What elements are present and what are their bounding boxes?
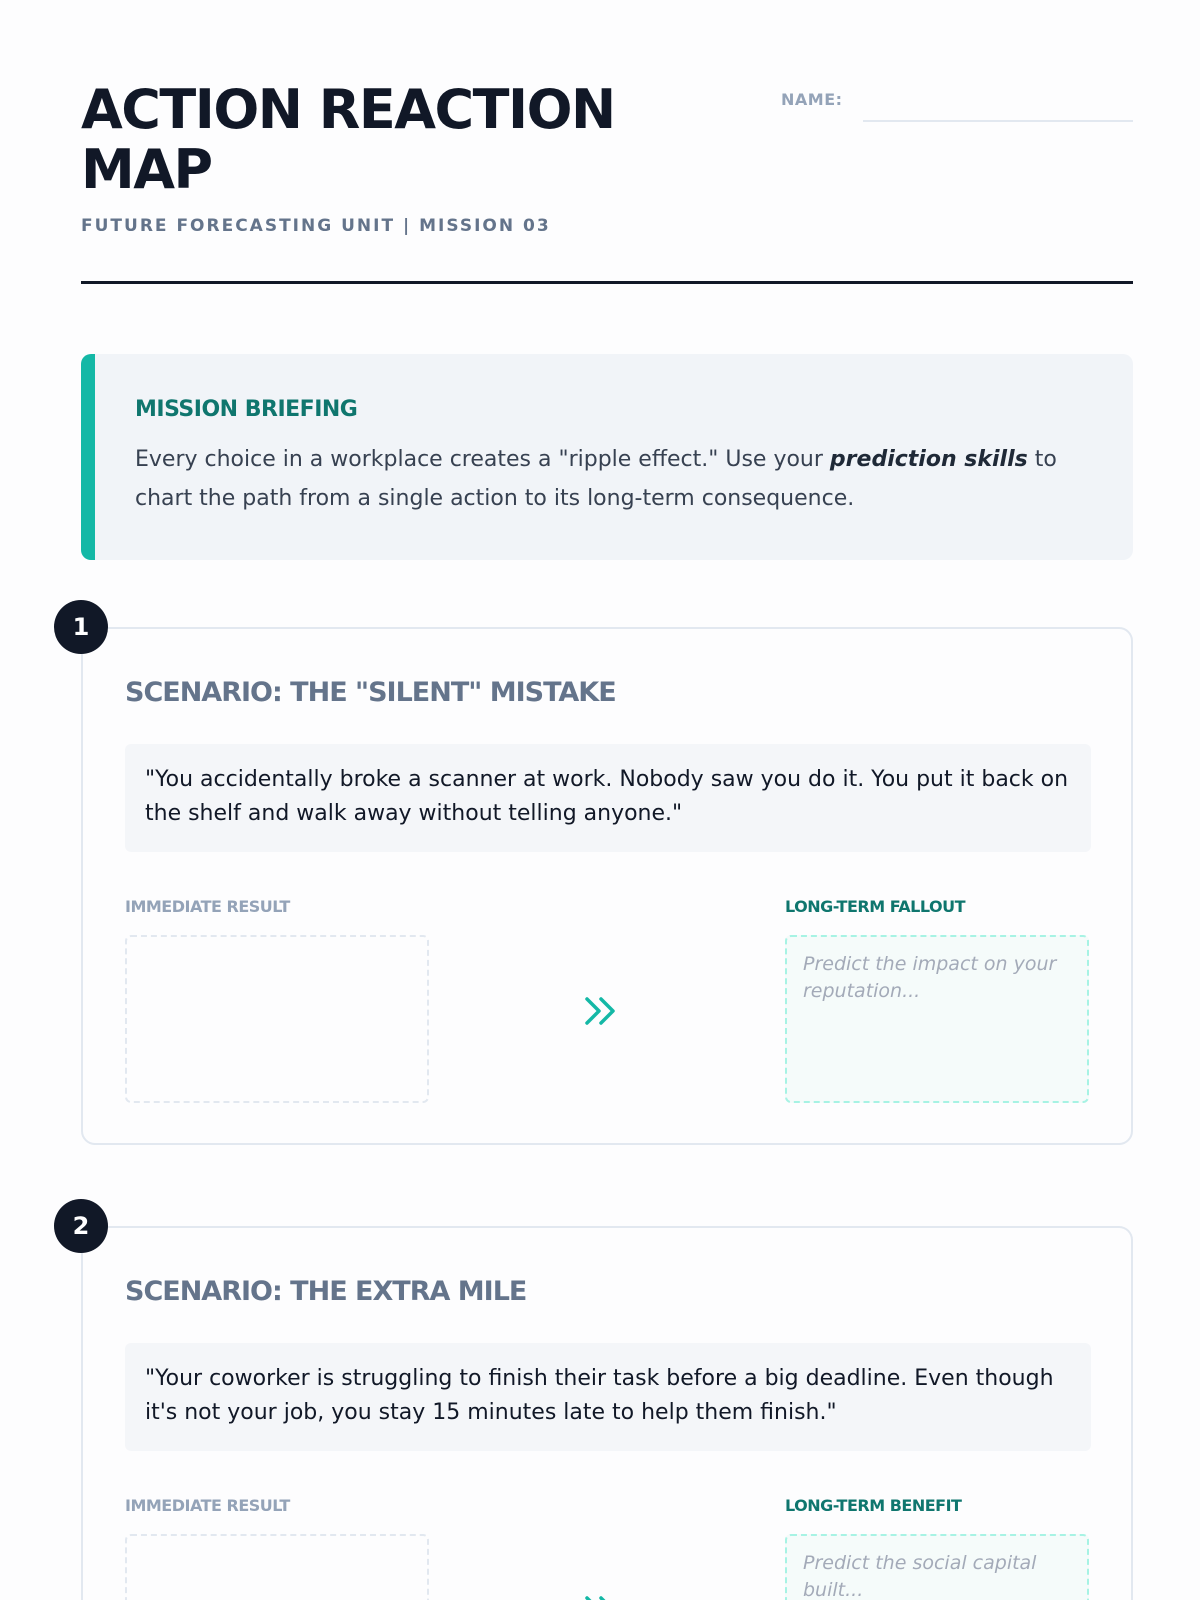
scenario-card-1: [72, 613, 1133, 1145]
immediate-result-label: IMMEDIATE RESULT: [125, 1496, 290, 1515]
immediate-result-box[interactable]: [125, 1534, 429, 1600]
immediate-result-label: IMMEDIATE RESULT: [125, 897, 290, 916]
mission-briefing: [81, 354, 1133, 560]
briefing-accent-bar: [81, 354, 95, 560]
name-field[interactable]: [781, 90, 1133, 122]
long-term-label: LONG-TERM BENEFIT: [785, 1496, 962, 1515]
scenario-number-badge: 1: [54, 600, 108, 654]
scenario-quote: "Your coworker is struggling to finish their task before a big deadline. Even though it's not your job, you stay 15 minutes late to help them finish.": [125, 1343, 1091, 1451]
long-term-box[interactable]: Predict the impact on your reputation...: [785, 935, 1089, 1103]
name-input-line[interactable]: [863, 120, 1133, 122]
double-chevron-right-icon: [583, 1590, 623, 1600]
name-label: NAME:: [781, 90, 843, 109]
briefing-emphasis: prediction skills: [829, 447, 1028, 472]
scenario-title: SCENARIO: THE "SILENT" MISTAKE: [125, 677, 616, 708]
page-title: ACTION REACTION MAP: [81, 78, 615, 201]
long-term-box[interactable]: Predict the social capital built...: [785, 1534, 1089, 1600]
header-divider: [81, 281, 1133, 284]
long-term-label: LONG-TERM FALLOUT: [785, 897, 965, 916]
double-chevron-right-icon: [583, 991, 623, 1031]
scenario-title: SCENARIO: THE EXTRA MILE: [125, 1276, 527, 1307]
scenario-number-badge: 2: [54, 1199, 108, 1253]
scenario-card-2: [72, 1212, 1133, 1600]
briefing-text: [135, 440, 1095, 518]
briefing-text-start: Every choice in a workplace creates a "ripple effect." Use your: [135, 447, 830, 472]
worksheet-header: [81, 80, 1133, 284]
briefing-title: MISSION BRIEFING: [135, 397, 358, 422]
page-subtitle: FUTURE FORECASTING UNIT | MISSION 03: [81, 216, 551, 236]
scenario-quote: "You accidentally broke a scanner at work. Nobody saw you do it. You put it back on the shelf and walk away without telling anyone.": [125, 744, 1091, 852]
immediate-result-box[interactable]: [125, 935, 429, 1103]
briefing-text-end: to chart the path from a single action to its long-term consequence.: [135, 447, 1057, 511]
